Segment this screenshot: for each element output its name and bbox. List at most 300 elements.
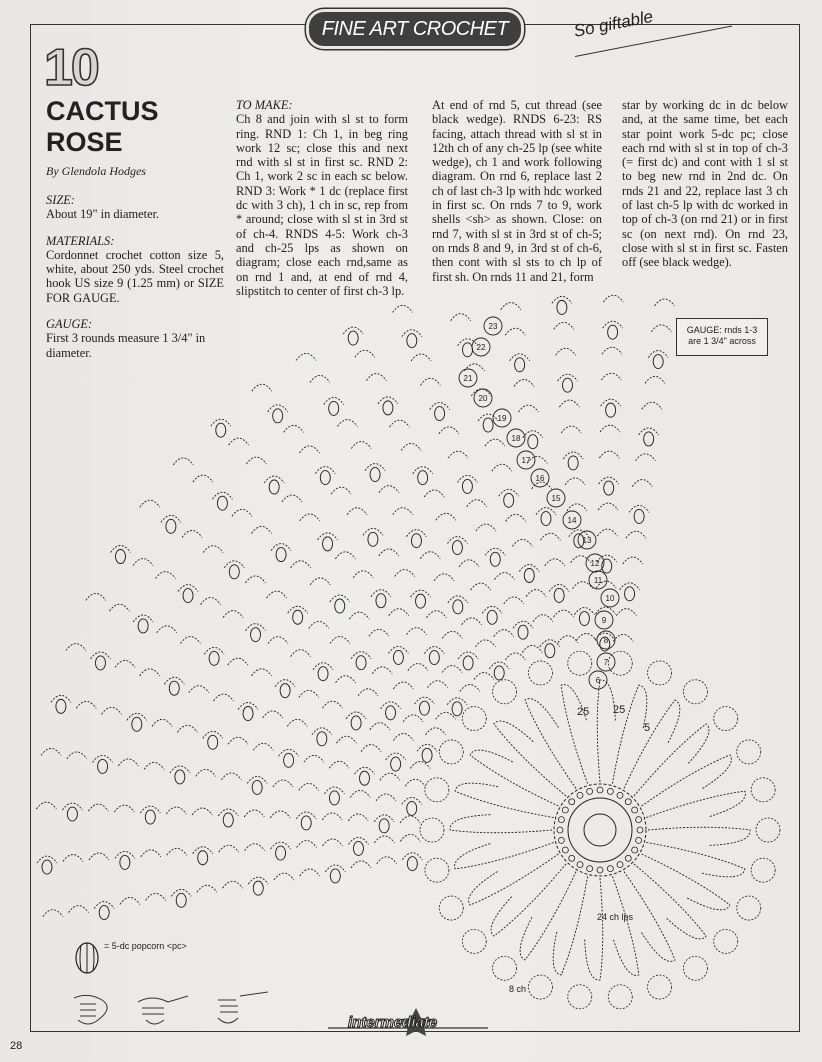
mesh-loop	[563, 452, 583, 459]
popcorn-stitch	[391, 757, 401, 771]
pattern-number: 10	[44, 39, 98, 97]
popcorn-stitch	[323, 537, 333, 551]
popcorn-stitch	[360, 771, 370, 785]
popcorn-stitch	[608, 325, 618, 339]
to-make-heading: TO MAKE:	[236, 98, 293, 112]
mesh-loop	[111, 545, 131, 552]
mesh-loop	[395, 570, 415, 577]
mesh-loop	[247, 776, 267, 783]
center-stitch	[607, 788, 613, 794]
popcorn-stitch	[545, 644, 555, 658]
mesh-loop	[554, 610, 574, 617]
mesh-loop	[86, 593, 106, 600]
center-stitch	[557, 827, 563, 833]
level-label: intermediate	[348, 1014, 438, 1031]
popcorn-stitch	[568, 456, 578, 470]
edge-scallop	[439, 740, 463, 764]
mesh-loop	[424, 647, 444, 654]
popcorn-stitch	[335, 599, 345, 613]
mesh-loop	[402, 797, 422, 804]
mesh-loop	[393, 305, 413, 312]
edge-scallop	[608, 985, 632, 1009]
mesh-loop	[268, 405, 288, 412]
mesh-loop	[93, 755, 113, 762]
mesh-loop	[310, 375, 330, 382]
popcorn-stitch	[284, 753, 294, 767]
mesh-loop	[189, 686, 209, 693]
mesh-loop	[253, 743, 273, 750]
mesh-loop	[565, 478, 585, 485]
popcorn-stitch	[463, 656, 473, 670]
popcorn-stitch	[318, 667, 328, 681]
popcorn-stitch	[416, 594, 426, 608]
mesh-loop	[519, 564, 539, 571]
mesh-loop	[252, 526, 272, 533]
mesh-loop	[336, 736, 356, 743]
popcorn-stitch	[518, 625, 528, 639]
popcorn-stitch	[407, 801, 417, 815]
banner-text: FINE ART CROCHET	[321, 17, 509, 40]
popcorn-stitch	[557, 300, 567, 314]
popcorn-stitch	[301, 816, 311, 830]
mesh-loop	[282, 495, 302, 502]
mesh-loop	[263, 711, 283, 718]
mesh-loop	[540, 533, 560, 540]
mesh-loop	[447, 537, 467, 544]
mesh-loop	[513, 621, 533, 628]
mesh-loop	[279, 749, 299, 756]
popcorn-stitch	[368, 532, 378, 546]
mesh-loop	[467, 500, 487, 507]
mesh-loop	[552, 296, 572, 303]
popcorn-stitch	[42, 860, 52, 874]
mesh-loop	[219, 845, 239, 852]
popcorn-stitch	[528, 435, 538, 449]
mesh-loop	[442, 666, 462, 673]
mesh-loop	[252, 384, 272, 391]
edge-scallop	[714, 929, 738, 953]
petal-loop	[525, 699, 576, 789]
mesh-loop	[66, 644, 86, 651]
materials-heading: MATERIALS:	[46, 233, 115, 248]
popcorn-stitch	[483, 418, 493, 432]
mesh-loop	[353, 571, 373, 578]
mesh-loop	[518, 405, 538, 412]
center-stitch	[625, 799, 631, 805]
mesh-loop	[559, 400, 579, 407]
petal-loop	[648, 827, 750, 845]
popcorn-stitch	[376, 594, 386, 608]
mesh-loop	[567, 504, 587, 511]
mesh-loop	[351, 861, 371, 868]
mesh-loop	[76, 701, 96, 708]
center-stitch	[587, 866, 593, 872]
mesh-loop	[492, 464, 512, 471]
popcorn-stitch	[383, 401, 393, 415]
popcorn-stitch	[418, 471, 428, 485]
mesh-loop	[271, 544, 291, 551]
petal-loop	[597, 680, 615, 782]
mesh-loop	[284, 425, 304, 432]
edge-scallop	[528, 975, 552, 999]
title-line-1: CACTUS	[46, 96, 159, 126]
popcorn-stitch	[269, 480, 279, 494]
mesh-loop	[133, 559, 153, 566]
mesh-loop	[402, 853, 422, 860]
mesh-loop	[471, 583, 491, 590]
ch-lps-label: 24 ch lps	[597, 912, 634, 922]
mesh-loop	[358, 689, 378, 696]
petal-loop	[612, 876, 638, 975]
popcorn-stitch	[356, 656, 366, 670]
column-instructions-2: At end of rnd 5, cut thread (see black wedge). RNDS 6-23: RS facing, attach thread with sl st in 12th ch of any ch-25 lp (see white wedge), ch 1 and work following diagram. On rnd 6, replace last 2 ch of last ch-3 lp with hdc worked in first sc. On rnds 7 to 9, work shells <sh> as shown. Close: on rnd 7, with sl st in 3rd st of ch-5; on rnds 8 and 9, in 3rd st of ch-6, then cont with sl sts to ch lp of first sh. On rnds 11 and 21, form	[432, 98, 602, 284]
popcorn-stitch	[606, 403, 616, 417]
popcorn-stitch	[625, 587, 635, 601]
round-number: 19	[497, 414, 507, 423]
mesh-loop	[232, 509, 252, 516]
popcorn-stitch	[280, 684, 290, 698]
center-stitch	[597, 787, 603, 793]
center-ring	[584, 814, 616, 846]
popcorn-symbol-icon	[70, 936, 104, 982]
mesh-loop	[464, 364, 484, 371]
popcorn-stitch	[120, 855, 130, 869]
popcorn-stitch	[67, 807, 77, 821]
popcorn-stitch	[209, 651, 219, 665]
stitch-illustration-icon	[68, 990, 278, 1034]
mesh-loop	[274, 873, 294, 880]
mesh-loop	[494, 630, 514, 637]
mesh-loop	[313, 663, 333, 670]
mesh-loop	[51, 695, 71, 702]
mesh-loop	[348, 837, 368, 844]
mesh-loop	[324, 397, 344, 404]
mesh-loop	[370, 723, 390, 730]
edge-scallop	[439, 896, 463, 920]
mesh-loop	[597, 555, 617, 562]
edge-scallop	[425, 778, 449, 802]
mesh-loop	[264, 476, 284, 483]
gauge-heading: GAUGE:	[46, 317, 93, 332]
mesh-loop	[558, 636, 578, 643]
mesh-loop	[102, 707, 122, 714]
round-number: 9	[601, 616, 607, 625]
edge-scallop	[462, 707, 486, 731]
mesh-loop	[271, 842, 291, 849]
popcorn-stitch	[351, 716, 361, 730]
petal-loop	[634, 864, 706, 939]
mesh-loop	[629, 505, 649, 512]
popcorn-stitch	[554, 588, 564, 602]
mesh-loop	[522, 645, 542, 652]
center-stitch	[569, 799, 575, 805]
round-number: 16	[535, 474, 545, 483]
popcorn-stitch	[453, 600, 463, 614]
mesh-loop	[599, 451, 619, 458]
popcorn-stitch	[329, 401, 339, 415]
petal-loop	[585, 878, 603, 980]
mesh-loop	[322, 813, 342, 820]
mesh-loop	[476, 524, 496, 531]
mesh-loop	[118, 759, 138, 766]
mesh-loop	[499, 489, 519, 496]
mesh-loop	[648, 351, 668, 358]
mesh-loop	[336, 676, 356, 683]
mesh-loop	[601, 373, 621, 380]
popcorn-stitch	[393, 650, 403, 664]
mesh-loop	[408, 664, 428, 671]
chain-label: 8 ch	[509, 984, 527, 994]
mesh-loop	[62, 803, 82, 810]
loop-label-b: 25	[613, 704, 626, 716]
mesh-loop	[193, 475, 213, 482]
mesh-loop	[506, 514, 526, 521]
mesh-loop	[322, 839, 342, 846]
mesh-loop	[620, 583, 640, 590]
materials-text: Cordonnet crochet cotton size 5, white, about 250 yds. Steel crochet hook US size 9 (1.25 mm) or SIZE FOR GAUGE.	[46, 247, 224, 305]
title-line-2: ROSE	[46, 127, 123, 157]
edge-scallop	[751, 778, 775, 802]
center-stitch	[632, 847, 638, 853]
petal-loop	[494, 721, 566, 796]
mesh-loop	[478, 414, 498, 421]
round-number: 22	[476, 343, 486, 352]
mesh-loop	[322, 701, 342, 708]
mesh-loop	[203, 546, 223, 553]
mesh-loop	[297, 841, 317, 848]
mesh-loop	[267, 591, 287, 598]
mesh-loop	[296, 812, 316, 819]
mesh-loop	[428, 681, 448, 688]
mesh-loop	[600, 425, 620, 432]
center-stitch	[636, 817, 642, 823]
center-stitch	[558, 837, 564, 843]
mesh-loop	[318, 533, 338, 540]
mesh-loop	[309, 621, 329, 628]
mesh-loop	[348, 814, 368, 821]
mesh-loop	[120, 897, 140, 904]
popcorn-stitch	[208, 735, 218, 749]
mesh-loop	[489, 662, 509, 669]
mesh-loop	[325, 865, 345, 872]
mesh-loop	[63, 854, 83, 861]
round-number: 21	[463, 374, 473, 383]
mesh-loop	[485, 548, 505, 555]
mesh-loop	[371, 590, 391, 597]
edge-scallop	[683, 956, 707, 980]
mesh-loop	[558, 374, 578, 381]
mesh-loop	[299, 690, 319, 697]
mesh-loop	[203, 731, 223, 738]
round-number: 15	[551, 494, 561, 503]
mesh-loop	[411, 354, 431, 361]
mesh-loop	[372, 667, 392, 674]
mesh-loop	[556, 348, 576, 355]
mesh-loop	[180, 637, 200, 644]
edge-scallop	[737, 740, 761, 764]
mesh-loop	[251, 669, 271, 676]
mesh-loop	[351, 652, 371, 659]
mesh-loop	[393, 682, 413, 689]
popcorn-stitch	[175, 770, 185, 784]
mesh-loop	[603, 321, 623, 328]
mesh-loop	[501, 303, 521, 310]
mesh-loop	[494, 573, 514, 580]
center-stitch	[625, 855, 631, 861]
mesh-loop	[343, 327, 363, 334]
mesh-loop	[414, 697, 434, 704]
mesh-loop	[554, 322, 574, 329]
popcorn-stitch	[407, 334, 417, 348]
mesh-loop	[448, 596, 468, 603]
mesh-loop	[424, 490, 444, 497]
legend-label: = 5-dc popcorn <pc>	[104, 941, 187, 951]
mesh-loop	[229, 438, 249, 445]
mesh-loop	[571, 556, 591, 563]
mesh-loop	[458, 339, 478, 346]
mesh-loop	[540, 640, 560, 647]
mesh-loop	[379, 549, 399, 556]
mesh-loop	[299, 446, 319, 453]
gauge-text: First 3 rounds measure 1 3/4" in diameter.	[46, 331, 206, 360]
mesh-loop	[223, 611, 243, 618]
mesh-loop	[296, 353, 316, 360]
center-stitch	[577, 792, 583, 798]
mesh-loop	[459, 560, 479, 567]
mesh-loop	[475, 640, 495, 647]
popcorn-stitch	[276, 548, 286, 562]
mesh-loop	[178, 585, 198, 592]
mesh-loop	[330, 595, 350, 602]
petal-loop	[642, 755, 732, 806]
popcorn-stitch	[251, 628, 261, 642]
page-number: 28	[10, 1040, 23, 1052]
popcorn-stitch	[634, 509, 644, 523]
mesh-loop	[402, 330, 422, 337]
mesh-loop	[379, 486, 399, 493]
popcorn-stitch	[422, 748, 432, 762]
mesh-loop	[351, 442, 371, 449]
edge-scallop	[648, 975, 672, 999]
mesh-loop	[504, 597, 524, 604]
edge-scallop	[420, 818, 444, 842]
popcorn-stitch	[169, 681, 179, 695]
edge-scallop	[568, 985, 592, 1009]
popcorn-stitch	[353, 841, 363, 855]
mesh-loop	[355, 767, 375, 774]
mesh-loop	[436, 513, 456, 520]
size-text: About 19" in diameter.	[46, 207, 160, 222]
mesh-loop	[597, 529, 617, 536]
gauge-box-line-2: are 1 3/4" across	[688, 336, 756, 346]
mesh-loop	[177, 725, 197, 732]
mesh-loop	[157, 626, 177, 633]
mesh-loop	[114, 805, 134, 812]
edge-scallop	[648, 661, 672, 685]
edge-scallop	[568, 651, 592, 675]
mesh-loop	[212, 492, 232, 499]
edge-scallop	[493, 680, 517, 704]
popcorn-stitch	[56, 699, 66, 713]
mesh-loop	[514, 379, 534, 386]
gauge-box-line-1: GAUGE: rnds 1-3	[686, 325, 758, 335]
popcorn-stitch	[386, 706, 396, 720]
round-number: 13	[582, 536, 592, 545]
mesh-loop	[288, 606, 308, 613]
mesh-loop	[434, 574, 454, 581]
mesh-loop	[602, 347, 622, 354]
mesh-loop	[406, 530, 426, 537]
mesh-loop	[420, 378, 440, 385]
mesh-loop	[369, 629, 389, 636]
mesh-loop	[462, 618, 482, 625]
popcorn-stitch	[183, 589, 193, 603]
mesh-loop	[170, 766, 190, 773]
mesh-loop	[331, 487, 351, 494]
mesh-loop	[67, 752, 87, 759]
mesh-loop	[140, 500, 160, 507]
popcorn-stitch	[253, 881, 263, 895]
mesh-loop	[426, 728, 446, 735]
mesh-loop	[164, 677, 184, 684]
mesh-loop	[324, 787, 344, 794]
mesh-loop	[623, 557, 643, 564]
mesh-loop	[426, 611, 446, 618]
mesh-loop	[393, 508, 413, 515]
mesh-loop	[378, 397, 398, 404]
mesh-loop	[287, 719, 307, 726]
mesh-loop	[420, 552, 440, 559]
mesh-loop	[386, 753, 406, 760]
mesh-loop	[407, 628, 427, 635]
mesh-loop	[115, 851, 135, 858]
petal-loop	[520, 872, 576, 960]
mesh-loop	[474, 673, 494, 680]
mesh-loop	[133, 615, 153, 622]
mesh-loop	[366, 374, 386, 381]
popcorn-stitch	[243, 707, 253, 721]
mesh-loop	[291, 561, 311, 568]
popcorn-stitch	[116, 549, 126, 563]
mesh-loop	[218, 809, 238, 816]
mesh-loop	[300, 514, 320, 521]
round-number: 18	[511, 434, 521, 443]
popcorn-stitch	[653, 355, 663, 369]
mesh-loop	[37, 856, 57, 863]
mesh-loop	[545, 559, 565, 566]
edge-scallop	[493, 956, 517, 980]
mesh-loop	[632, 480, 652, 487]
popcorn-stitch	[252, 780, 262, 794]
mesh-loop	[204, 647, 224, 654]
popcorn-stitch	[276, 846, 286, 860]
mesh-loop	[304, 755, 324, 762]
mesh-loop	[574, 608, 594, 615]
popcorn-stitch	[223, 813, 233, 827]
mesh-loop	[171, 889, 191, 896]
petal-loop	[470, 750, 558, 806]
center-stitch	[577, 862, 583, 868]
petal-loop	[553, 876, 587, 975]
mesh-loop	[156, 572, 176, 579]
mesh-loop	[347, 508, 367, 515]
mesh-loop	[512, 539, 532, 546]
popcorn-stitch	[138, 619, 148, 633]
mesh-loop	[310, 578, 330, 585]
mesh-loop	[166, 807, 186, 814]
mesh-loop	[246, 624, 266, 631]
mesh-loop	[224, 561, 244, 568]
